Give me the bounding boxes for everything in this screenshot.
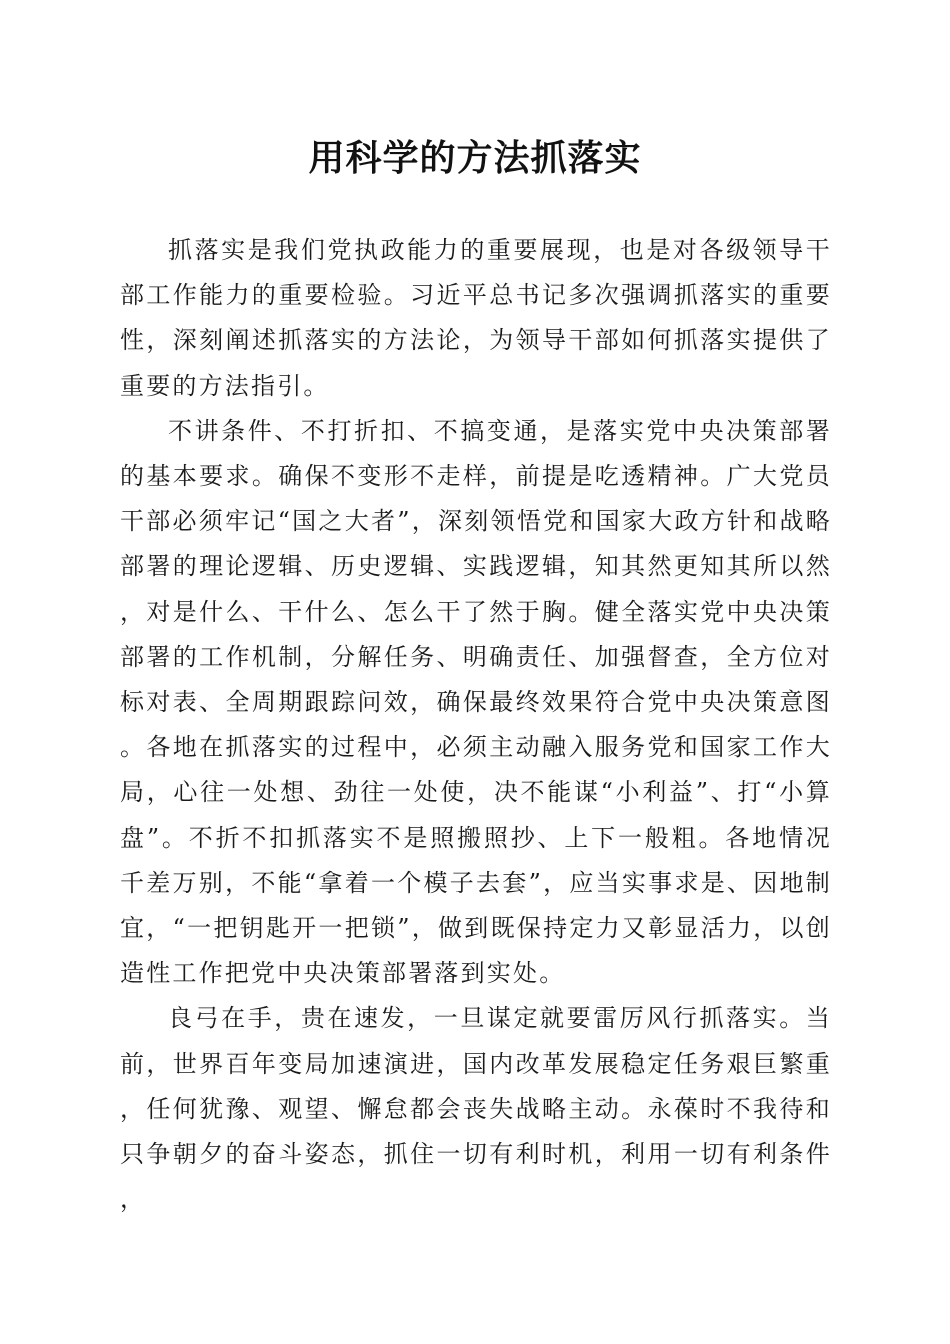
document-body [120,228,832,1222]
paragraph-2: 不讲条件、不打折扣、不搞变通，是落实党中央决策部署的基本要求。确保不变形不走样，前提是吃透精神。广大党员干部必须牢记“国之大者”，深刻领悟党和国家大政方针和战略部署的理论逻辑、历史逻辑、实践逻辑，知其然更知其所以然，对是什么、干什么、怎么干了然于胸。健全落实党中央决策部署的工作机制，分解任务、明确责任、加强督查，全方位对标对表、全周期跟踪问效，确保最终效果符合党中央决策意图。各地在抓落实的过程中，必须主动融入服务党和国家工作大局，心往一处想、劲往一处使，决不能谋“小利益”、打“小算盘”。不折不扣抓落实不是照搬照抄、上下一般粗。各地情况千差万别，不能“拿着一个模子去套”，应当实事求是、因地制宜，“一把钥匙开一把锁”，做到既保持定力又彰显活力，以创造性工作把党中央决策部署落到实处。 [120,416,832,988]
document-title: 用科学的方法抓落实 [308,137,642,179]
paragraph-1: 抓落实是我们党执政能力的重要展现，也是对各级领导干部工作能力的重要检验。习近平总书记多次强调抓落实的重要性，深刻阐述抓落实的方法论，为领导干部如何抓落实提供了重要的方法指引。 [120,236,832,400]
paragraph-3: 良弓在手，贵在速发，一旦谋定就要雷厉风行抓落实。当前，世界百年变局加速演进，国内改革发展稳定任务艰巨繁重，任何犹豫、观望、懈怠都会丧失战略主动。永葆时不我待和只争朝夕的奋斗姿态，抓住一切有利时机，利用一切有利条件， [120,1004,832,1214]
